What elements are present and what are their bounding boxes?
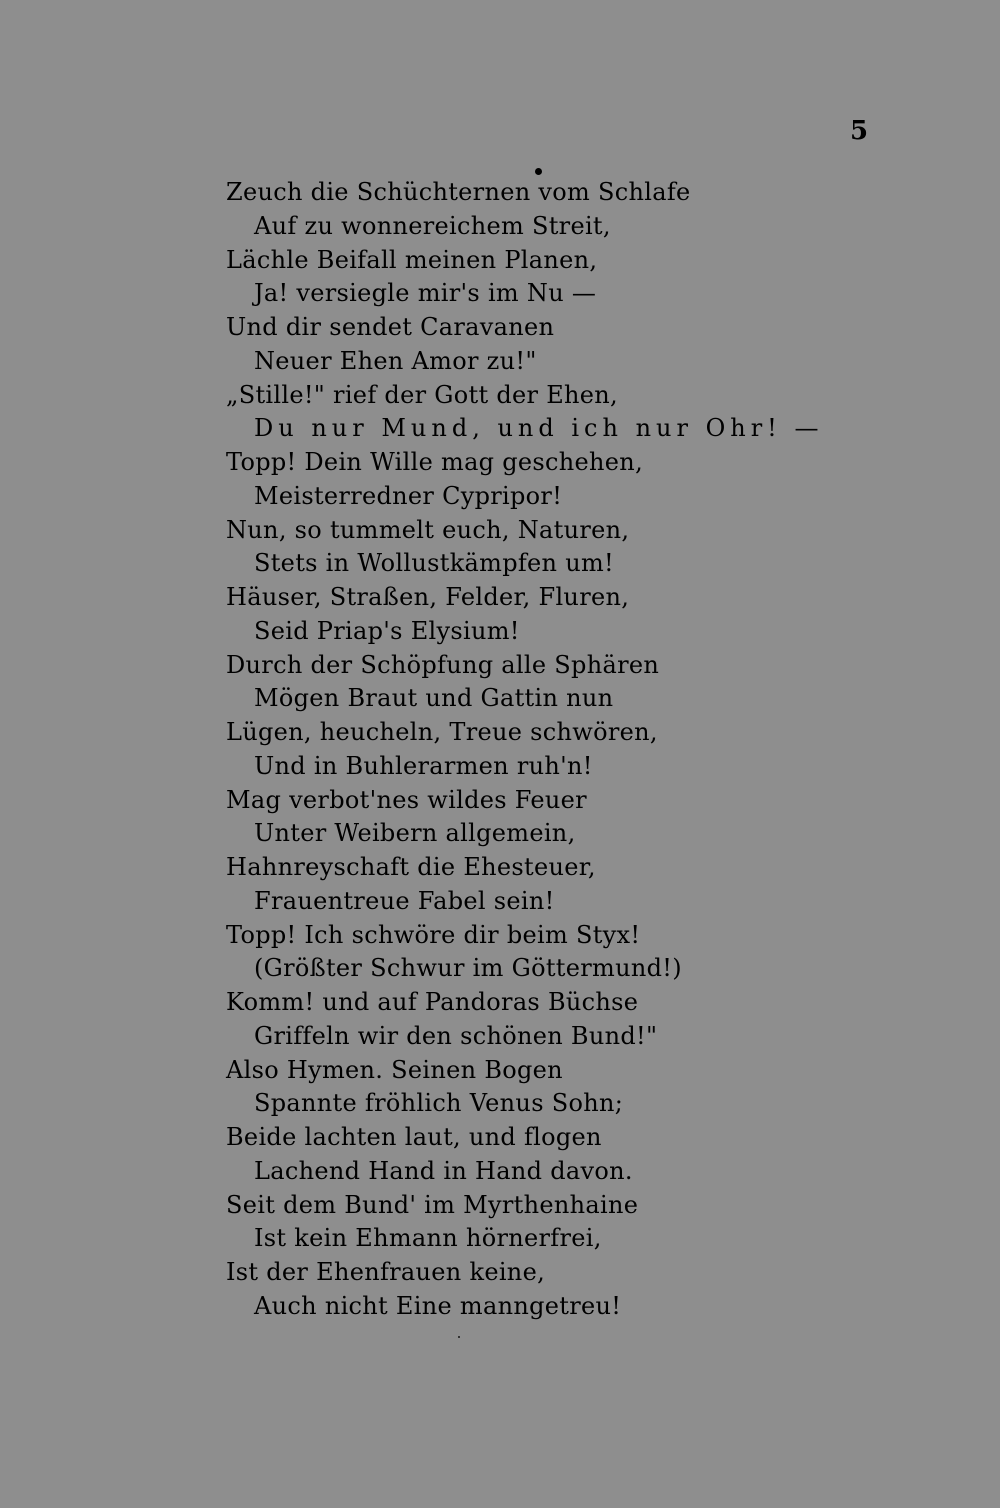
poem-line: (Größter Schwur im Göttermund!) [254,954,682,983]
poem-line: Zeuch die Schüchternen vom Schlafe [226,178,691,206]
poem-line: Mag verbot'nes wildes Feuer [226,785,587,814]
poem-line: Auf zu wonnereichem Streit, [254,211,611,240]
poem-line: Auch nicht Eine manngetreu! [254,1291,622,1320]
speck-mark [458,1336,460,1338]
poem-line: Ist der Ehenfrauen keine, [226,1258,545,1286]
poem-line: Beide lachten laut, und flogen [226,1123,602,1151]
page-number: 5 [850,116,869,146]
poem-line: Seit dem Bund' im Myrthenhaine [226,1190,639,1219]
poem-text [226,176,824,1324]
poem-line: Nun, so tummelt euch, Naturen, [226,515,630,544]
poem-line: Lachend Hand in Hand davon. [254,1156,633,1185]
poem-line: Durch der Schöpfung alle Sphären [226,650,660,679]
poem-line: „Stille!" rief der Gott der Ehen, [226,380,618,409]
poem-line: Stets in Wollustkämpfen um! [254,549,615,578]
ornament-dot [535,168,542,175]
poem-line: Topp! Ich schwöre dir beim Styx! [226,920,641,949]
poem-line: Komm! und auf Pandoras Büchse [226,988,639,1016]
poem-line: Meisterredner Cypripor! [254,481,563,510]
poem-line: Und in Buhlerarmen ruh'n! [254,751,593,780]
poem-line: Ja! versiegle mir's im Nu — [254,279,597,308]
poem-line: Und dir sendet Caravanen [226,313,555,341]
poem-line: Ist kein Ehmann hörnerfrei, [254,1224,602,1253]
poem-line: Lächle Beifall meinen Planen, [226,245,598,274]
poem-line: Neuer Ehen Amor zu!" [254,346,537,375]
poem-line: Topp! Dein Wille mag geschehen, [226,448,643,476]
poem-line: Du nur Mund, und ich nur Ohr! — [254,414,824,443]
poem-line: Also Hymen. Seinen Bogen [226,1055,563,1084]
poem-line: Griffeln wir den schönen Bund!" [254,1021,658,1050]
poem-line: Spannte fröhlich Venus Sohn; [254,1089,624,1118]
poem-line: Lügen, heucheln, Treue schwören, [226,718,658,746]
poem-line: Frauentreue Fabel sein! [254,886,555,915]
poem-line: Häuser, Straßen, Felder, Fluren, [226,583,630,611]
poem-line: Hahnreyschaft die Ehesteuer, [226,853,596,881]
poem-line: Seid Priap's Elysium! [254,616,520,645]
poem-line: Unter Weibern allgemein, [254,819,576,848]
poem-line: Mögen Braut und Gattin nun [254,684,614,713]
